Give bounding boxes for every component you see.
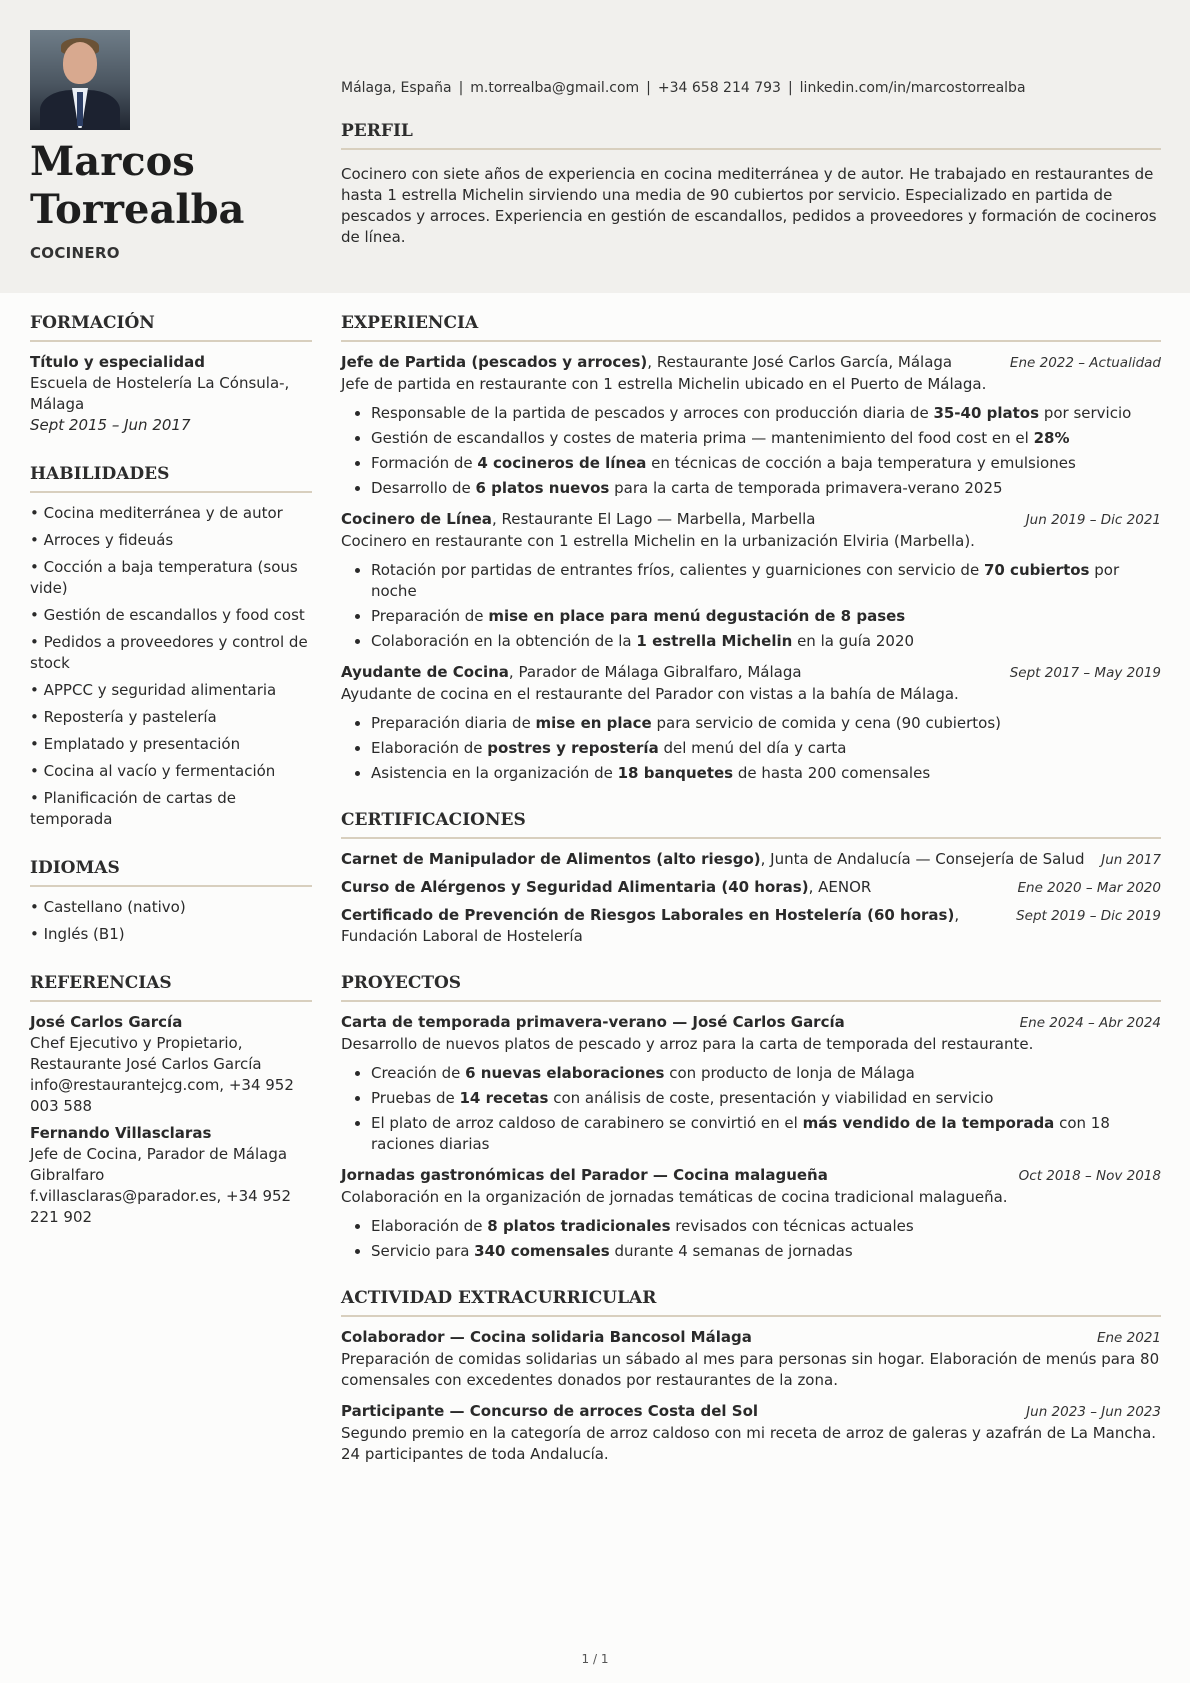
language-item: • Inglés (B1) bbox=[30, 924, 312, 945]
entry-date: Jun 2017 bbox=[1101, 852, 1161, 868]
cert-issuer: , AENOR bbox=[808, 878, 872, 896]
entry-title bbox=[341, 662, 802, 683]
entry-title bbox=[341, 509, 815, 530]
entry-org: , Restaurante José Carlos García, Málaga bbox=[647, 353, 953, 371]
section-habilidades bbox=[30, 464, 312, 830]
language-item: • Castellano (nativo) bbox=[30, 897, 312, 918]
email-link[interactable]: m.torrealba@gmail.com bbox=[470, 80, 640, 96]
entry-date: Ene 2024 – Abr 2024 bbox=[1019, 1015, 1161, 1031]
entry-title bbox=[341, 877, 871, 898]
bullet-item: • Servicio para 340 comensales durante 4 semanas de jornadas bbox=[371, 1241, 1161, 1262]
entry-name: Participante — Concurso de arroces Costa del Sol bbox=[341, 1402, 759, 1420]
entry-title bbox=[341, 1165, 828, 1186]
languages-list bbox=[30, 897, 312, 945]
skills-list bbox=[30, 503, 312, 830]
experiencia-title: EXPERIENCIA bbox=[341, 313, 1161, 342]
profile-photo bbox=[30, 30, 130, 130]
cert-name: Certificado de Prevención de Riesgos Laborales en Hostelería (60 horas) bbox=[341, 906, 955, 924]
entry-title bbox=[341, 1327, 752, 1348]
bullet-list bbox=[341, 1063, 1161, 1155]
skill-item: • Arroces y fideuás bbox=[30, 530, 312, 551]
entry-name: Colaborador — Cocina solidaria Bancosol Málaga bbox=[341, 1328, 752, 1346]
skill-item: • Repostería y pastelería bbox=[30, 707, 312, 728]
entry-description: Ayudante de cocina en el restaurante del Parador con vistas a la bahía de Málaga. bbox=[341, 685, 959, 703]
bullet-item: • Elaboración de 8 platos tradicionales revisados con técnicas actuales bbox=[371, 1216, 1161, 1237]
skill-item: • Cocina mediterránea y de autor bbox=[30, 503, 312, 524]
bullet-item: • Pruebas de 14 recetas con análisis de coste, presentación y viabilidad en servicio bbox=[371, 1088, 1161, 1109]
entry-name: Jornadas gastronómicas del Parador — Cocina malagueña bbox=[341, 1166, 828, 1184]
proyectos-title: PROYECTOS bbox=[341, 973, 1161, 1002]
job-title: COCINERO bbox=[30, 244, 120, 262]
bullet-item: • Colaboración en la obtención de la 1 estrella Michelin en la guía 2020 bbox=[371, 631, 1161, 652]
cert-name: Carnet de Manipulador de Alimentos (alto riesgo) bbox=[341, 850, 761, 868]
left-column bbox=[30, 313, 312, 1256]
entry-title bbox=[341, 849, 1085, 870]
entry-date: Ene 2022 – Actualidad bbox=[1009, 355, 1161, 371]
entry-description: Desarrollo de nuevos platos de pescado y arroz para la carta de temporada del restaurante. bbox=[341, 1035, 1034, 1053]
bullet-highlight: mise en place bbox=[535, 714, 652, 732]
contact-line: Málaga, España | m.torrealba@gmail.com | +34 658 214 793 | linkedin.com/in/marcostorrealba bbox=[341, 80, 1026, 96]
bullet-item: • Preparación de mise en place para menú degustación de 8 pases bbox=[371, 606, 1161, 627]
bullet-item: • El plato de arroz caldoso de carabinero se convirtió en el más vendido de la temporada con 18 raciones diarias bbox=[371, 1113, 1161, 1155]
reference-role: Jefe de Cocina, Parador de Málaga Gibralfaro bbox=[30, 1145, 288, 1184]
degree: Título y especialidad bbox=[30, 353, 205, 371]
entry-title bbox=[341, 905, 1006, 947]
location: Málaga, España bbox=[341, 80, 452, 96]
skill-item: • APPCC y seguridad alimentaria bbox=[30, 680, 312, 701]
entry-date: Jun 2023 – Jun 2023 bbox=[1026, 1404, 1161, 1420]
bullet-list bbox=[341, 403, 1161, 499]
bullet-item: • Preparación diaria de mise en place para servicio de comida y cena (90 cubiertos) bbox=[371, 713, 1161, 734]
bullet-highlight: 28% bbox=[1033, 429, 1070, 447]
job-entry bbox=[341, 352, 1161, 499]
school: Escuela de Hostelería La Cónsula-, Málaga bbox=[30, 374, 290, 413]
skill-item: • Planificación de cartas de temporada bbox=[30, 788, 312, 830]
entry-description: Preparación de comidas solidarias un sábado al mes para personas sin hogar. Elaboración de menús para 80 comensales con excedentes donados por restaurantes de la zona. bbox=[341, 1350, 1160, 1389]
entry-date: Sept 2017 – May 2019 bbox=[1009, 665, 1161, 681]
section-formacion bbox=[30, 313, 312, 436]
entry-header bbox=[341, 509, 1161, 531]
bullet-item: • Formación de 4 cocineros de línea en técnicas de cocción a baja temperatura y emulsiones bbox=[371, 453, 1161, 474]
section-experiencia bbox=[341, 313, 1161, 784]
entry-name: Carta de temporada primavera-verano — José Carlos García bbox=[341, 1013, 845, 1031]
job-entry bbox=[341, 662, 1161, 784]
reference-name: Fernando Villasclaras bbox=[30, 1124, 212, 1142]
entry-header bbox=[341, 662, 1161, 684]
skill-item: • Cocción a baja temperatura (sous vide) bbox=[30, 557, 312, 599]
bullet-highlight: 4 cocineros de línea bbox=[477, 454, 647, 472]
section-proyectos bbox=[341, 973, 1161, 1262]
project-entry bbox=[341, 1012, 1161, 1155]
cert-issuer: , Junta de Andalucía — Consejería de Salud bbox=[760, 850, 1085, 868]
entry-org: , Parador de Málaga Gibralfaro, Málaga bbox=[508, 663, 802, 681]
entry-title bbox=[341, 352, 952, 373]
certification-entry bbox=[341, 905, 1161, 947]
bullet-highlight: 1 estrella Michelin bbox=[636, 632, 793, 650]
candidate-name bbox=[30, 138, 244, 234]
bullet-item: • Elaboración de postres y repostería del menú del día y carta bbox=[371, 738, 1161, 759]
certificaciones-title: CERTIFICACIONES bbox=[341, 810, 1161, 839]
certification-entry bbox=[341, 877, 1161, 899]
section-certificaciones bbox=[341, 810, 1161, 947]
bullet-item: • Desarrollo de 6 platos nuevos para la carta de temporada primavera-verano 2025 bbox=[371, 478, 1161, 499]
entry-date: Sept 2019 – Dic 2019 bbox=[1016, 908, 1161, 924]
entry-description: Jefe de partida en restaurante con 1 estrella Michelin ubicado en el Puerto de Málaga. bbox=[341, 375, 987, 393]
bullet-item: • Responsable de la partida de pescados y arroces con producción diaria de 35-40 platos por servicio bbox=[371, 403, 1161, 424]
bullet-highlight: 340 comensales bbox=[474, 1242, 610, 1260]
reference-name: José Carlos García bbox=[30, 1013, 183, 1031]
cert-issuer: , Fundación Laboral de Hostelería bbox=[341, 906, 960, 945]
bullet-highlight: 18 banquetes bbox=[617, 764, 734, 782]
entry-description: Colaboración en la organización de jornadas temáticas de cocina tradicional malagueña. bbox=[341, 1188, 1008, 1206]
page-number: 1 / 1 bbox=[581, 1652, 609, 1666]
entry-date: Jun 2019 – Dic 2021 bbox=[1025, 512, 1161, 528]
entry-description: Cocinero en restaurante con 1 estrella Michelin en la urbanización Elviria (Marbella). bbox=[341, 532, 975, 550]
bullet-list bbox=[341, 560, 1161, 652]
job-entry bbox=[341, 509, 1161, 652]
entry-header bbox=[341, 905, 1161, 947]
section-extracurricular bbox=[341, 1288, 1161, 1465]
entry-name: Jefe de Partida (pescados y arroces) bbox=[341, 353, 648, 371]
section-perfil bbox=[341, 121, 1161, 248]
extracurricular-title: ACTIVIDAD EXTRACURRICULAR bbox=[341, 1288, 1161, 1317]
entry-name: Cocinero de Línea bbox=[341, 510, 492, 528]
entry-header bbox=[341, 1012, 1161, 1034]
bullet-highlight: 70 cubiertos bbox=[983, 561, 1090, 579]
entry-date: Ene 2020 – Mar 2020 bbox=[1017, 880, 1161, 896]
first-name: Marcos bbox=[30, 138, 195, 185]
idiomas-title: IDIOMAS bbox=[30, 858, 312, 887]
bullet-item: • Creación de 6 nuevas elaboraciones con producto de lonja de Málaga bbox=[371, 1063, 1161, 1084]
last-name: Torrealba bbox=[30, 186, 245, 233]
entry-header bbox=[341, 877, 1161, 899]
cert-name: Curso de Alérgenos y Seguridad Alimentaria (40 horas) bbox=[341, 878, 809, 896]
bullet-list bbox=[341, 713, 1161, 784]
formacion-dates: Sept 2015 – Jun 2017 bbox=[30, 416, 191, 434]
entry-name: Ayudante de Cocina bbox=[341, 663, 509, 681]
linkedin-link[interactable]: linkedin.com/in/marcostorrealba bbox=[799, 80, 1026, 96]
reference-role: Chef Ejecutivo y Propietario, Restaurante José Carlos García bbox=[30, 1034, 262, 1073]
bullet-item: • Asistencia en la organización de 18 banquetes de hasta 200 comensales bbox=[371, 763, 1161, 784]
bullet-item: • Rotación por partidas de entrantes fríos, calientes y guarniciones con servicio de 70 cubiertos por noche bbox=[371, 560, 1161, 602]
entry-title bbox=[341, 1401, 758, 1422]
section-referencias bbox=[30, 973, 312, 1228]
reference-contact[interactable]: f.villasclaras@parador.es, +34 952 221 902 bbox=[30, 1187, 292, 1226]
reference-entry bbox=[30, 1123, 312, 1228]
entry-title bbox=[341, 1012, 845, 1033]
bullet-highlight: mise en place para menú degustación de 8 pases bbox=[488, 607, 906, 625]
skill-item: • Pedidos a proveedores y control de stock bbox=[30, 632, 312, 674]
referencias-title: REFERENCIAS bbox=[30, 973, 312, 1002]
activity-entry bbox=[341, 1401, 1161, 1465]
entry-header bbox=[341, 1165, 1161, 1187]
skill-item: • Cocina al vacío y fermentación bbox=[30, 761, 312, 782]
skill-item: • Gestión de escandallos y food cost bbox=[30, 605, 312, 626]
formacion-title: FORMACIÓN bbox=[30, 313, 312, 342]
entry-date: Ene 2021 bbox=[1096, 1330, 1161, 1346]
section-idiomas bbox=[30, 858, 312, 945]
entry-date: Oct 2018 – Nov 2018 bbox=[1018, 1168, 1161, 1184]
certification-entry bbox=[341, 849, 1161, 871]
bullet-highlight: 14 recetas bbox=[459, 1089, 549, 1107]
bullet-highlight: postres y repostería bbox=[487, 739, 659, 757]
entry-org: , Restaurante El Lago — Marbella, Marbella bbox=[491, 510, 816, 528]
phone: +34 658 214 793 bbox=[657, 80, 781, 96]
bullet-highlight: 8 platos tradicionales bbox=[487, 1217, 671, 1235]
bullet-highlight: 35-40 platos bbox=[933, 404, 1040, 422]
bullet-item: • Gestión de escandallos y costes de materia prima — mantenimiento del food cost en el 28% bbox=[371, 428, 1161, 449]
bullet-highlight: 6 nuevas elaboraciones bbox=[465, 1064, 665, 1082]
habilidades-title: HABILIDADES bbox=[30, 464, 312, 493]
entry-header bbox=[341, 1327, 1161, 1349]
perfil-title: PERFIL bbox=[341, 121, 1161, 150]
activity-entry bbox=[341, 1327, 1161, 1391]
project-entry bbox=[341, 1165, 1161, 1262]
main-column bbox=[341, 313, 1161, 1491]
skill-item: • Emplatado y presentación bbox=[30, 734, 312, 755]
entry-header bbox=[341, 849, 1161, 871]
entry-header bbox=[341, 1401, 1161, 1423]
entry-header bbox=[341, 352, 1161, 374]
bullet-highlight: 6 platos nuevos bbox=[475, 479, 610, 497]
entry-description: Segundo premio en la categoría de arroz caldoso con mi receta de arroz de galeras y azafrán de La Mancha. 24 participantes de toda Andalucía. bbox=[341, 1424, 1157, 1463]
bullet-list bbox=[341, 1216, 1161, 1262]
reference-entry bbox=[30, 1012, 312, 1117]
perfil-text: Cocinero con siete años de experiencia en cocina mediterránea y de autor. He trabajado en restaurantes de hasta 1 estrella Michelin sirviendo una media de 90 cubiertos por servicio. Especializado en partida de pescados y arroces. Experiencia en gestión de escandallos, pedidos a proveedores y formación de cocineros de línea. bbox=[341, 165, 1157, 246]
bullet-highlight: más vendido de la temporada bbox=[802, 1114, 1055, 1132]
reference-contact[interactable]: info@restaurantejcg.com, +34 952 003 588 bbox=[30, 1076, 294, 1115]
